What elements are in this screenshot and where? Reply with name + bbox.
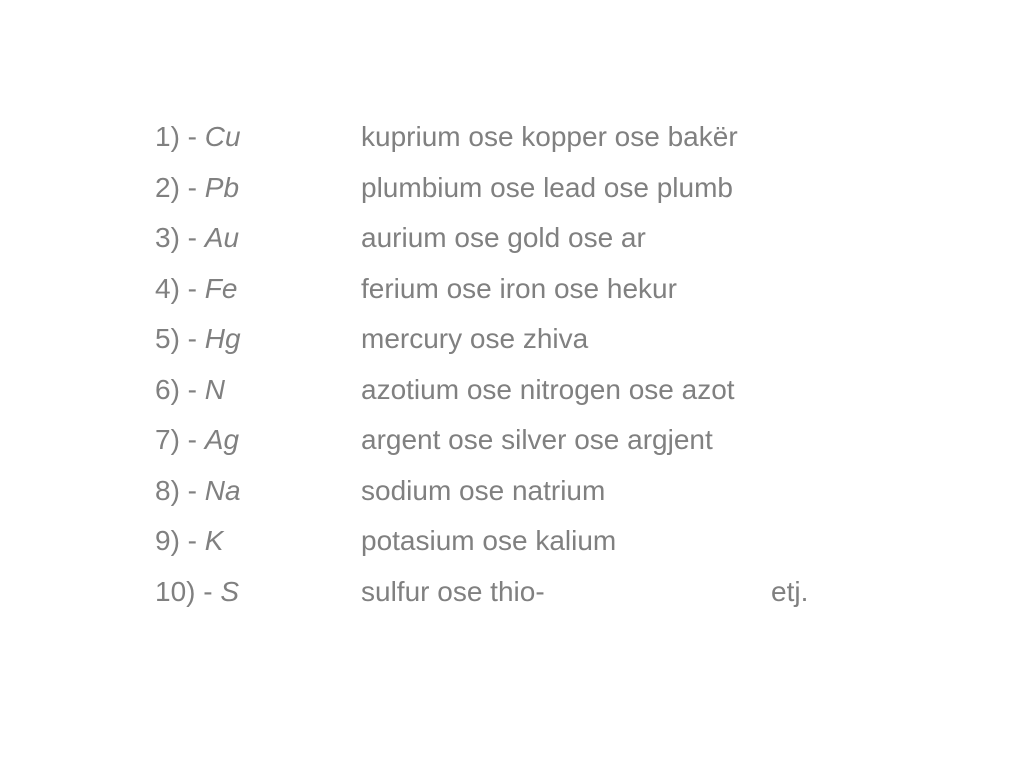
row-index: 8) - <box>155 474 205 506</box>
row-number-label <box>155 419 239 461</box>
row-number-label <box>155 520 223 562</box>
list-item <box>155 318 895 369</box>
element-description: potasium ose kalium <box>361 525 617 556</box>
element-symbol: Na <box>204 474 241 506</box>
element-description: kuprium ose kopper ose bakër <box>361 121 738 152</box>
row-number-label <box>155 268 237 310</box>
element-description: azotium ose nitrogen ose azot <box>361 373 735 405</box>
element-list <box>155 116 895 621</box>
element-description: aurium ose gold ose ar <box>361 222 646 253</box>
row-index: 6) - <box>155 373 205 405</box>
etcetera-note: etj. <box>771 575 809 607</box>
element-symbol: Ag <box>204 424 240 455</box>
row-number-label <box>155 369 225 411</box>
row-number-label <box>155 571 239 613</box>
element-description: sulfur ose thio- <box>361 575 545 607</box>
row-index: 5) - <box>155 323 205 354</box>
list-item <box>155 217 895 268</box>
list-item <box>155 470 895 521</box>
list-item <box>155 520 895 571</box>
list-item <box>155 571 895 622</box>
list-item <box>155 167 895 218</box>
row-number-label <box>155 217 239 259</box>
row-index: 7) - <box>155 424 205 455</box>
element-symbol: Cu <box>204 121 241 152</box>
row-index: 2) - <box>155 171 205 203</box>
list-item <box>155 268 895 319</box>
element-description: argent ose silver ose argjent <box>361 424 713 455</box>
row-number-label <box>155 470 241 512</box>
element-description: sodium ose natrium <box>361 474 606 506</box>
row-number-label <box>155 116 241 158</box>
row-index: 9) - <box>155 525 205 556</box>
element-symbol: Hg <box>204 323 241 354</box>
row-index: 3) - <box>155 222 205 253</box>
element-symbol: S <box>220 575 240 607</box>
element-description: plumbium ose lead ose plumb <box>361 171 733 203</box>
element-symbol: Au <box>204 222 240 253</box>
row-index: 4) - <box>155 272 205 304</box>
element-symbol: K <box>204 525 224 556</box>
element-description: mercury ose zhiva <box>361 323 589 354</box>
element-symbol: N <box>204 373 226 405</box>
row-index: 1) - <box>155 121 205 152</box>
row-number-label <box>155 167 239 209</box>
list-item <box>155 116 895 167</box>
element-symbol: Pb <box>204 171 240 203</box>
list-item <box>155 419 895 470</box>
row-number-label <box>155 318 241 360</box>
row-index: 10) - <box>155 575 221 607</box>
list-item <box>155 369 895 420</box>
element-symbol: Fe <box>204 272 238 304</box>
element-description: ferium ose iron ose hekur <box>361 272 677 304</box>
